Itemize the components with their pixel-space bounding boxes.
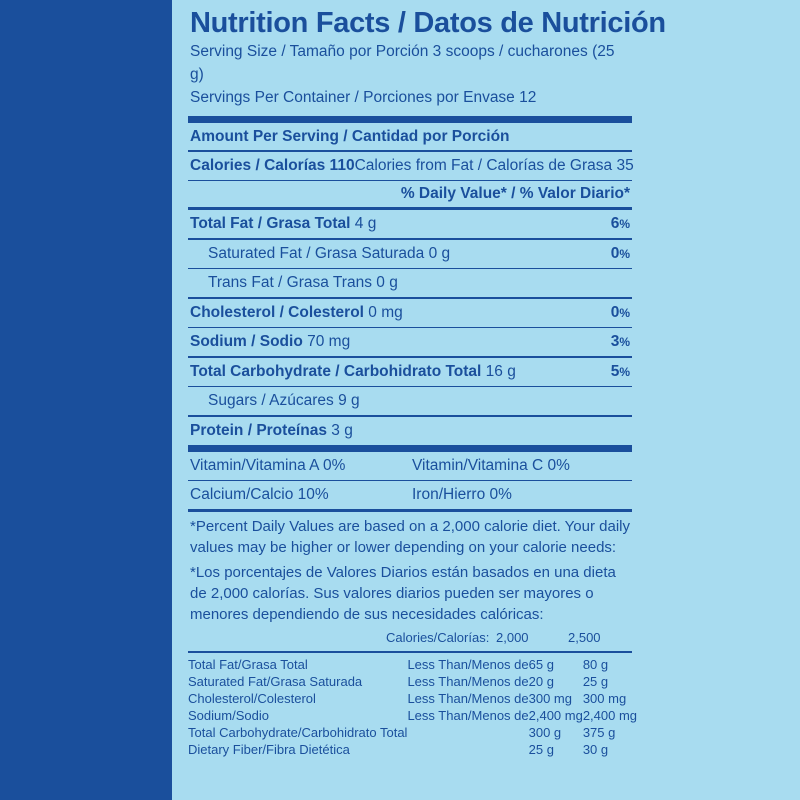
divider-dv-table <box>188 651 632 653</box>
dv-table-col-2000: 2,000 <box>496 630 529 645</box>
nutrient-name: Saturated Fat / Grasa Saturada <box>208 244 425 262</box>
table-row <box>188 707 637 724</box>
nutrient-amount: 9 g <box>338 392 360 409</box>
nutrient-rows <box>188 210 632 445</box>
dv-row-name: Saturated Fat/Grasa Saturada <box>188 673 363 689</box>
dv-row-2500: 300 mg <box>582 690 627 706</box>
dv-row-name: Dietary Fiber/Fibra Dietética <box>188 741 350 757</box>
dv-row-less: Less Than/Menos de <box>407 690 529 706</box>
dv-row-name: Total Carbohydrate/Carbohidrato Total <box>188 724 408 740</box>
label-body <box>188 0 666 758</box>
dv-row-2000: 300 g <box>528 724 562 740</box>
table-row <box>188 724 637 741</box>
table-row <box>188 387 632 415</box>
vitamin-row <box>188 481 632 509</box>
table-row <box>188 240 632 268</box>
daily-values-table <box>188 629 632 649</box>
dv-table-col-2500: 2,500 <box>568 630 601 645</box>
nutrient-dv: 5% <box>610 362 630 380</box>
dv-row-less: Less Than/Menos de <box>407 656 529 672</box>
table-header-row <box>188 629 632 649</box>
dv-row-2000: 2,400 mg <box>528 707 583 723</box>
dv-row-2500: 80 g <box>582 656 609 672</box>
vitamin-a: Vitamin/Vitamina A 0% <box>190 456 346 474</box>
dv-row-less <box>407 741 528 758</box>
table-row <box>188 328 632 356</box>
daily-values-rows <box>188 656 637 758</box>
nutrient-name: Sugars / Azúcares <box>208 392 334 409</box>
dv-row-less <box>407 724 528 741</box>
divider-thick-bottom <box>188 445 632 452</box>
servings-per-container: Servings Per Container / Porciones por Envase 12 <box>190 89 537 106</box>
table-row <box>188 656 637 673</box>
table-row <box>188 417 632 445</box>
calories-from-fat: Calories from Fat / Calorías de Grasa 35 <box>354 156 634 174</box>
vitamin-row <box>188 452 632 480</box>
nutrient-amount: 0 g <box>428 244 451 262</box>
nutrient-amount: 16 g <box>485 362 516 380</box>
dv-row-2500: 30 g <box>582 741 609 757</box>
calories-value: Calories / Calorías 110 <box>190 156 355 174</box>
page-title: Nutrition Facts / Datos de Nutrición <box>190 7 666 39</box>
nutrient-name: Total Fat / Grasa Total <box>190 215 351 232</box>
divider-thick-top <box>188 116 632 123</box>
table-row <box>188 690 637 707</box>
calories-row <box>188 152 632 180</box>
dv-row-2000: 20 g <box>528 673 554 689</box>
dv-row-2000: 25 g <box>528 741 554 757</box>
dv-row-2500: 375 g <box>582 724 616 740</box>
amount-per-serving: Amount Per Serving / Cantidad por Porción <box>190 128 510 145</box>
serving-size: Serving Size / Tamaño por Porción 3 scoops / cucharones (25 g) <box>190 43 615 83</box>
footnote-spanish: *Los porcentajes de Valores Diarios están basados en una dieta de 2,000 calorías. Sus valores diarios pueden ser mayores o menores dependiendo de sus necesidades calóricas: <box>190 564 616 623</box>
dv-row-2500: 2,400 mg <box>582 707 638 723</box>
dv-row-less: Less Than/Menos de <box>407 707 529 723</box>
vitamin-c: Vitamin/Vitamina C 0% <box>412 456 570 474</box>
iron: Iron/Hierro 0% <box>412 486 512 503</box>
table-row <box>188 210 632 238</box>
table-row <box>188 358 632 386</box>
dv-row-2000: 65 g <box>528 656 554 672</box>
table-row <box>188 673 637 690</box>
dv-table-header-label: Calories/Calorías: <box>386 630 490 645</box>
table-row <box>188 741 637 758</box>
table-row <box>188 299 632 327</box>
table-row <box>188 269 632 297</box>
nutrient-dv: 3% <box>610 333 630 350</box>
dv-row-2500: 25 g <box>582 673 609 689</box>
nutrient-dv: 0% <box>610 303 630 321</box>
nutrient-amount: 0 g <box>376 274 398 291</box>
nutrient-dv: 6% <box>610 215 630 232</box>
nutrient-name: Trans Fat / Grasa Trans <box>208 274 372 291</box>
footnote-english: *Percent Daily Values are based on a 2,000 calorie diet. Your daily values may be higher or lower depending on your calorie needs: <box>190 518 631 556</box>
nutrient-dv: 0% <box>610 244 630 262</box>
nutrient-amount: 4 g <box>354 215 377 232</box>
nutrition-facts-panel <box>172 0 800 800</box>
daily-value-header: % Daily Value* / % Valor Diario* <box>400 185 630 202</box>
nutrient-name: Protein / Proteínas <box>190 421 327 439</box>
nutrient-amount: 3 g <box>331 421 353 439</box>
nutrient-name: Total Carbohydrate / Carbohidrato Total <box>190 362 482 380</box>
dv-row-name: Sodium/Sodio <box>188 707 269 723</box>
dv-row-2000: 300 mg <box>528 690 572 706</box>
nutrient-name: Sodium / Sodio <box>190 333 303 350</box>
dv-row-name: Cholesterol/Colesterol <box>188 690 316 706</box>
nutrient-amount: 0 mg <box>368 303 403 321</box>
nutrient-name: Cholesterol / Colesterol <box>190 303 364 321</box>
calcium: Calcium/Calcio 10% <box>190 486 329 503</box>
dv-row-less: Less Than/Menos de <box>407 673 529 689</box>
dv-row-name: Total Fat/Grasa Total <box>188 656 308 672</box>
nutrient-amount: 70 mg <box>307 333 351 350</box>
